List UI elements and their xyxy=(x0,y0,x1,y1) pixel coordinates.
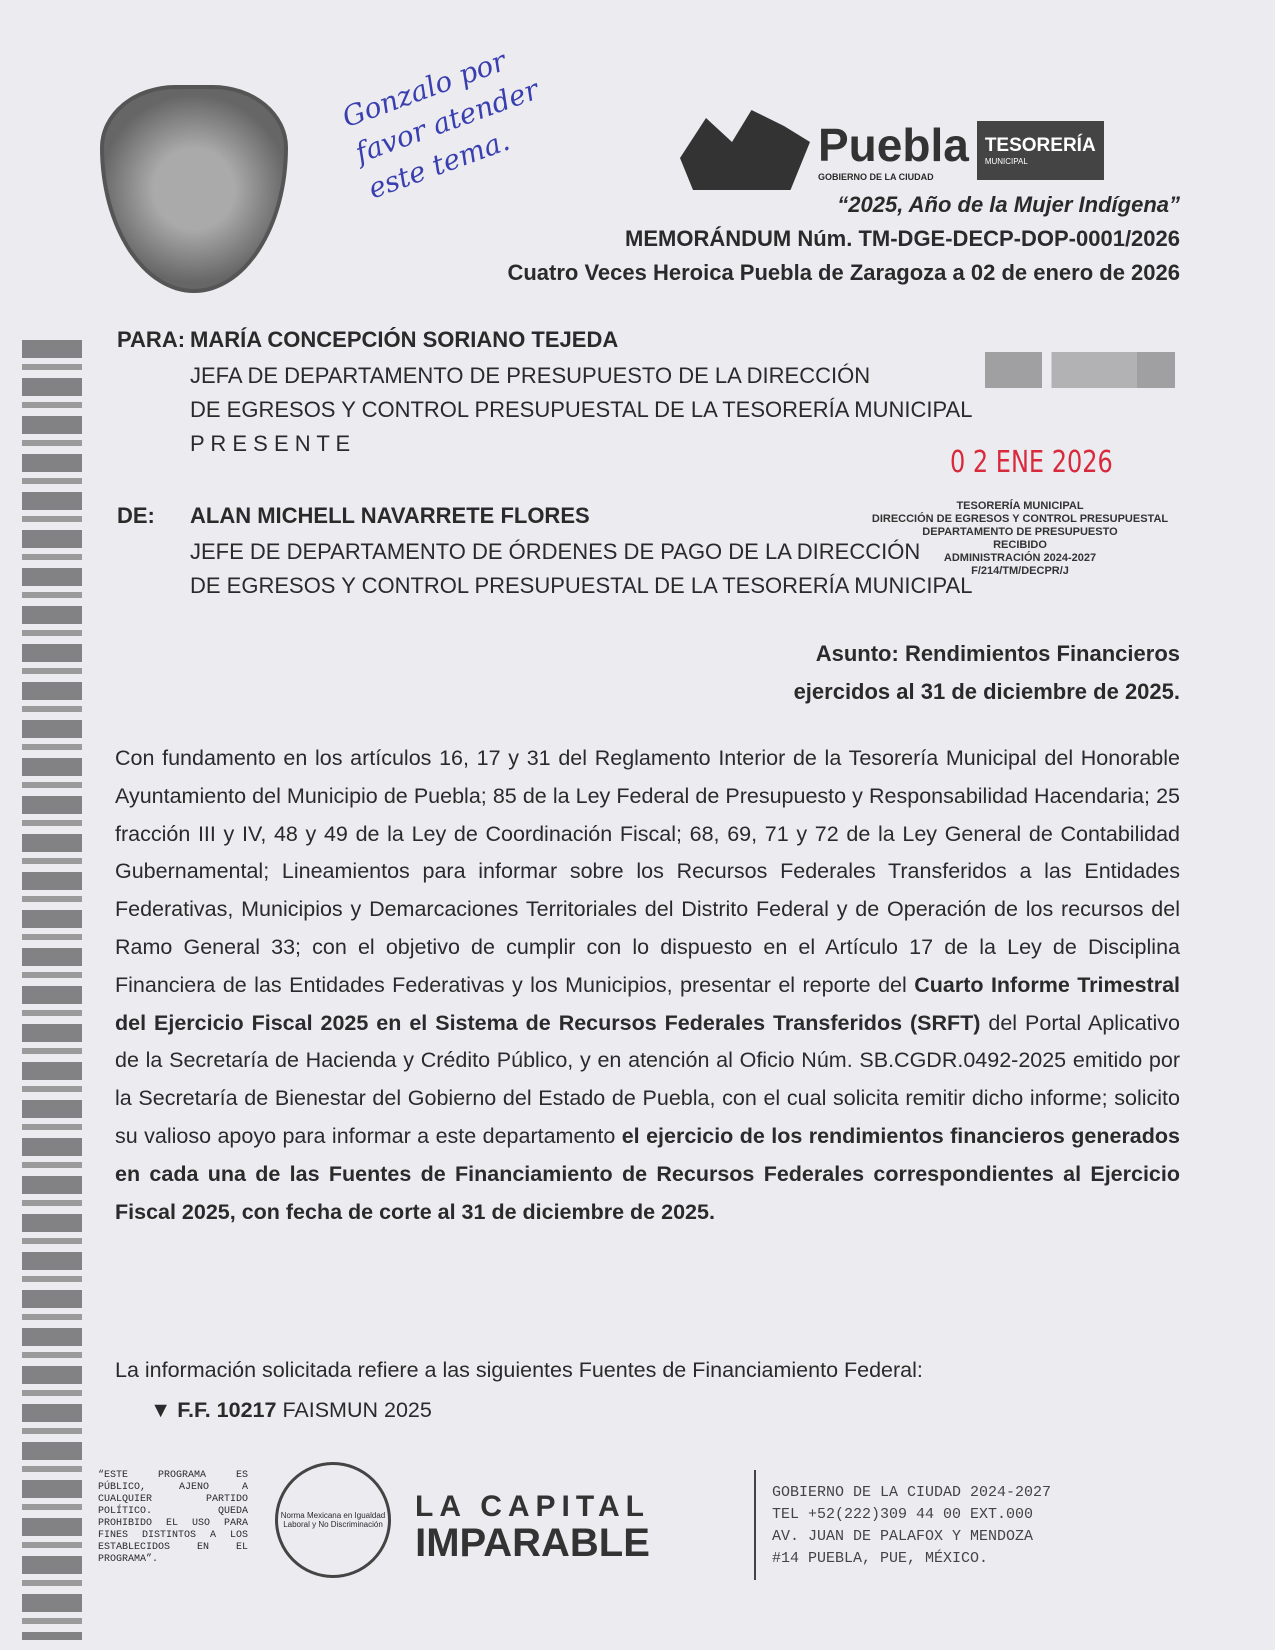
capital-imparable-logo xyxy=(415,1490,650,1565)
para-name: MARÍA CONCEPCIÓN SORIANO TEJEDA xyxy=(190,327,619,352)
city-crest-logo xyxy=(100,85,288,293)
stamp-line: TESORERÍA MUNICIPAL xyxy=(956,500,1084,512)
stamp-line: F/214/TM/DECPR/J xyxy=(971,565,1069,577)
para-line1: JEFA DE DEPARTAMENTO DE PRESUPUESTO DE LA DIRECCIÓN xyxy=(190,363,871,388)
source-item xyxy=(150,1398,432,1423)
stamp-line: DEPARTAMENTO DE PRESUPUESTO xyxy=(922,526,1118,538)
equality-seal xyxy=(275,1462,391,1578)
seal-text: Norma Mexicana en Igualdad Laboral y No Discriminación xyxy=(280,1511,386,1529)
puebla-logo-icon xyxy=(680,110,810,190)
addr-line: GOBIERNO DE LA CIUDAD 2024-2027 xyxy=(772,1484,1052,1501)
footer-divider xyxy=(754,1470,756,1580)
de-name: ALAN MICHELL NAVARRETE FLORES xyxy=(190,503,590,528)
handwritten-note: Gonzalo por favor atender este tema. xyxy=(337,44,543,206)
logo-sub: GOBIERNO DE LA CIUDAD xyxy=(818,172,934,182)
body-text: del Portal Aplicativo de la Secretaría de Hacienda y Crédito Público, y en atención al Oficio Núm. SB.CGDR.0492-2025 emitido por la Secretaría de Bienestar del Gobierno del Estado de Puebla, con el cual solicita remitir dicho informe; solicito su valioso apoyo para informar a este departamento xyxy=(115,1010,1180,1148)
tesoreria-box xyxy=(977,121,1104,180)
logo-box-label: TESORERÍA xyxy=(984,134,1096,156)
de-line1: JEFE DE DEPARTAMENTO DE ÓRDENES DE PAGO DE LA DIRECCIÓN xyxy=(190,539,921,564)
motto: “2025, Año de la Mujer Indígena” xyxy=(837,192,1180,217)
source-name: FAISMUN 2025 xyxy=(276,1398,432,1422)
place-date: Cuatro Veces Heroica Puebla de Zaragoza a 02 de enero de 2026 xyxy=(507,260,1180,285)
received-date-stamp: 0 2 ENE 2026 xyxy=(950,445,1113,480)
puebla-tesoreria-logo xyxy=(680,110,1104,190)
stamp-line: ADMINISTRACIÓN 2024-2027 xyxy=(943,552,1097,564)
addr-line: TEL +52(222)309 44 00 EXT.000 xyxy=(772,1506,1034,1523)
para-line3: P R E S E N T E xyxy=(190,431,351,456)
bullet-icon: ▼ xyxy=(150,1398,178,1422)
logo-box-sub: MUNICIPAL xyxy=(984,156,1028,166)
de-label: DE: xyxy=(117,503,155,528)
body-bold: Cuarto Informe Trimestral del Ejercicio Fiscal 2025 en el Sistema de Recursos Federales Transferidos (SRFT) xyxy=(115,972,1180,1035)
body-paragraph xyxy=(115,740,1180,1231)
brand-line2: IMPARABLE xyxy=(415,1521,650,1565)
brand-line1: LA CAPITAL xyxy=(415,1490,650,1523)
footer-disclaimer: “ESTE PROGRAMA ES PÚBLICO, AJENO A CUALQUIER PARTIDO POLÍTICO. QUEDA PROHIBIDO EL USO PARA FINES DISTINTOS A LOS ESTABLECIDOS EN EL PROGRAMA”. xyxy=(98,1470,248,1565)
para-label: PARA: xyxy=(117,327,186,352)
addr-line: AV. JUAN DE PALAFOX Y MENDOZA xyxy=(772,1528,1034,1545)
addr-line: #14 PUEBLA, PUE, MÉXICO. xyxy=(772,1550,989,1567)
logo-word: Puebla xyxy=(818,119,969,171)
asunto-line1: Asunto: Rendimientos Financieros xyxy=(815,641,1180,666)
para-line2: DE EGRESOS Y CONTROL PRESUPUESTAL DE LA TESORERÍA MUNICIPAL xyxy=(190,397,973,422)
asunto-line2: ejercidos al 31 de diciembre de 2025. xyxy=(793,679,1180,704)
source-code: F.F. 10217 xyxy=(177,1398,277,1422)
footer-address xyxy=(772,1482,1051,1570)
stamp-line: DIRECCIÓN DE EGRESOS Y CONTROL PRESUPUESTAL xyxy=(871,513,1169,525)
received-stamp-logo xyxy=(985,352,1175,388)
memo-number: MEMORÁNDUM Núm. TM-DGE-DECP-DOP-0001/2026 xyxy=(625,226,1180,251)
body-bold: el ejercicio de los rendimientos financieros generados en cada una de las Fuentes de Financiamiento de Recursos Federales correspondientes al Ejercicio Fiscal 2025, con fecha de corte al 31 de diciembre de 2025. xyxy=(115,1123,1180,1224)
body-text: Con fundamento en los artículos 16, 17 y 31 del Reglamento Interior de la Tesorería Municipal del Honorable Ayuntamiento del Municipio de Puebla; 85 de la Ley Federal de Presupuesto y Responsabilidad Hacendaria; 25 fracción III y IV, 48 y 49 de la Ley de Coordinación Fiscal; 68, 69, 71 y 72 de la Ley General de Contabilidad Gubernamental; Lineamientos para informar sobre los Recursos Federales Transferidos a las Entidades Federativas, Municipios y Demarcaciones Territoriales del Distrito Federal y de Operación de los recursos del Ramo General 33; con el objetivo de cumplir con lo dispuesto en el Artículo 17 de la Ley de Disciplina Financiera de las Entidades Federativas y los Municipios, presentar el reporte del xyxy=(115,746,1180,997)
de-line2: DE EGRESOS Y CONTROL PRESUPUESTAL DE LA TESORERÍA MUNICIPAL xyxy=(190,573,973,598)
stamp-line: RECIBIDO xyxy=(993,539,1047,551)
sources-intro: La información solicitada refiere a las siguientes Fuentes de Financiamiento Federal: xyxy=(115,1358,923,1382)
decorative-border xyxy=(22,340,82,1640)
